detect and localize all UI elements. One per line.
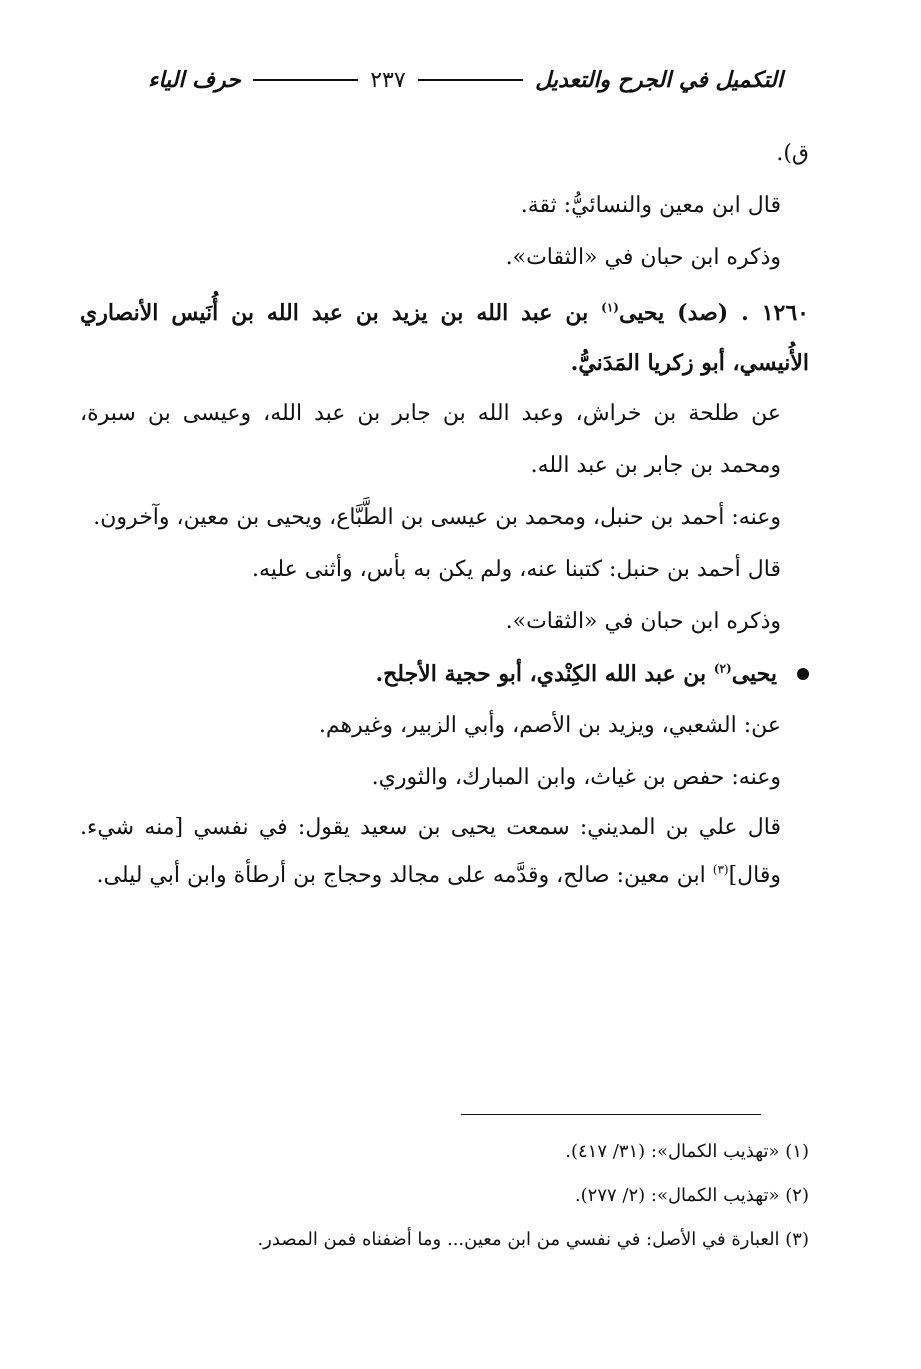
entry-lineage: بن عبد الله الكِنْدي، أبو حجية الأجلح. <box>375 661 707 687</box>
footnotes <box>200 1130 809 1262</box>
entry-lineage: بن عبد الله بن يزيد بن عبد الله بن أُنَيس الأنصاري الأُنيسي، أبو زكريا المَدَنيُّ. <box>80 300 809 376</box>
text-line: عن: الشعبي، ويزيد بن الأصم، وأبي الزبير، وغيرهم. <box>318 713 781 738</box>
entry-heading-1260 <box>80 288 809 388</box>
header-section: حرف الياء <box>147 67 241 93</box>
text-line: قال ابن معين والنسائيُّ: ثقة. <box>520 193 781 218</box>
text-paragraph: عن طلحة بن خراش، وعبد الله بن جابر بن عبد الله، وعيسى بن سبرة، ومحمد بن جابر بن عبد الله. <box>80 401 781 478</box>
footnote-ref: (١) <box>601 300 619 315</box>
main-text <box>80 128 809 900</box>
footnote-divider <box>461 1114 761 1115</box>
text-line: وذكره ابن حبان في «الثقات». <box>505 609 781 634</box>
text-paragraph: وعنه: أحمد بن حنبل، ومحمد بن عيسى بن الطَّبَّاع، ويحيى بن معين، وآخرون. <box>93 505 781 530</box>
text-line: وذكره ابن حبان في «الثقات». <box>505 245 781 270</box>
entry-symbol: (صد) <box>677 300 729 326</box>
footnote-1: (١) «تهذيب الكمال»: (٣١/ ٤١٧). <box>565 1141 809 1162</box>
header-book-title: التكميل في الجرح والتعديل <box>535 67 783 93</box>
header-rule-left <box>253 79 359 81</box>
quote-part: ابن معين: صالح، وقدَّمه على مجالد وحجاج بن أرطأة وابن أبي ليلى. <box>96 863 706 888</box>
running-header <box>148 62 783 98</box>
header-rule-right <box>418 79 524 81</box>
text-paragraph <box>80 804 809 900</box>
text-line: قال أحمد بن حنبل: كتبنا عنه، ولم يكن به بأس، وأثنى عليه. <box>251 557 781 582</box>
entry-name: يحيى <box>618 300 665 326</box>
footnote-3: (٣) العبارة في الأصل: في نفسي من ابن معين... وما أضفناه فمن المصدر. <box>257 1229 809 1250</box>
quote-part: قال علي بن المديني: سمعت يحيى بن سعيد يقول: في نفسي [منه شيء. وقال] <box>80 815 781 888</box>
header-page-number: ٢٣٧ <box>370 67 406 93</box>
bullet-icon <box>797 668 809 680</box>
text-line: وعنه: حفص بن غياث، وابن المبارك، والثوري. <box>371 765 781 790</box>
text-line: ق). <box>776 141 809 166</box>
entry-name: يحيى <box>731 661 777 687</box>
entry-heading-bullet <box>80 648 809 700</box>
footnote-ref: (٣) <box>712 862 729 877</box>
footnote-ref: (٢) <box>713 661 732 676</box>
entry-number: ١٢٦٠ . <box>741 300 809 326</box>
footnote-2: (٢) «تهذيب الكمال»: (٢/ ٢٧٧). <box>574 1185 809 1206</box>
